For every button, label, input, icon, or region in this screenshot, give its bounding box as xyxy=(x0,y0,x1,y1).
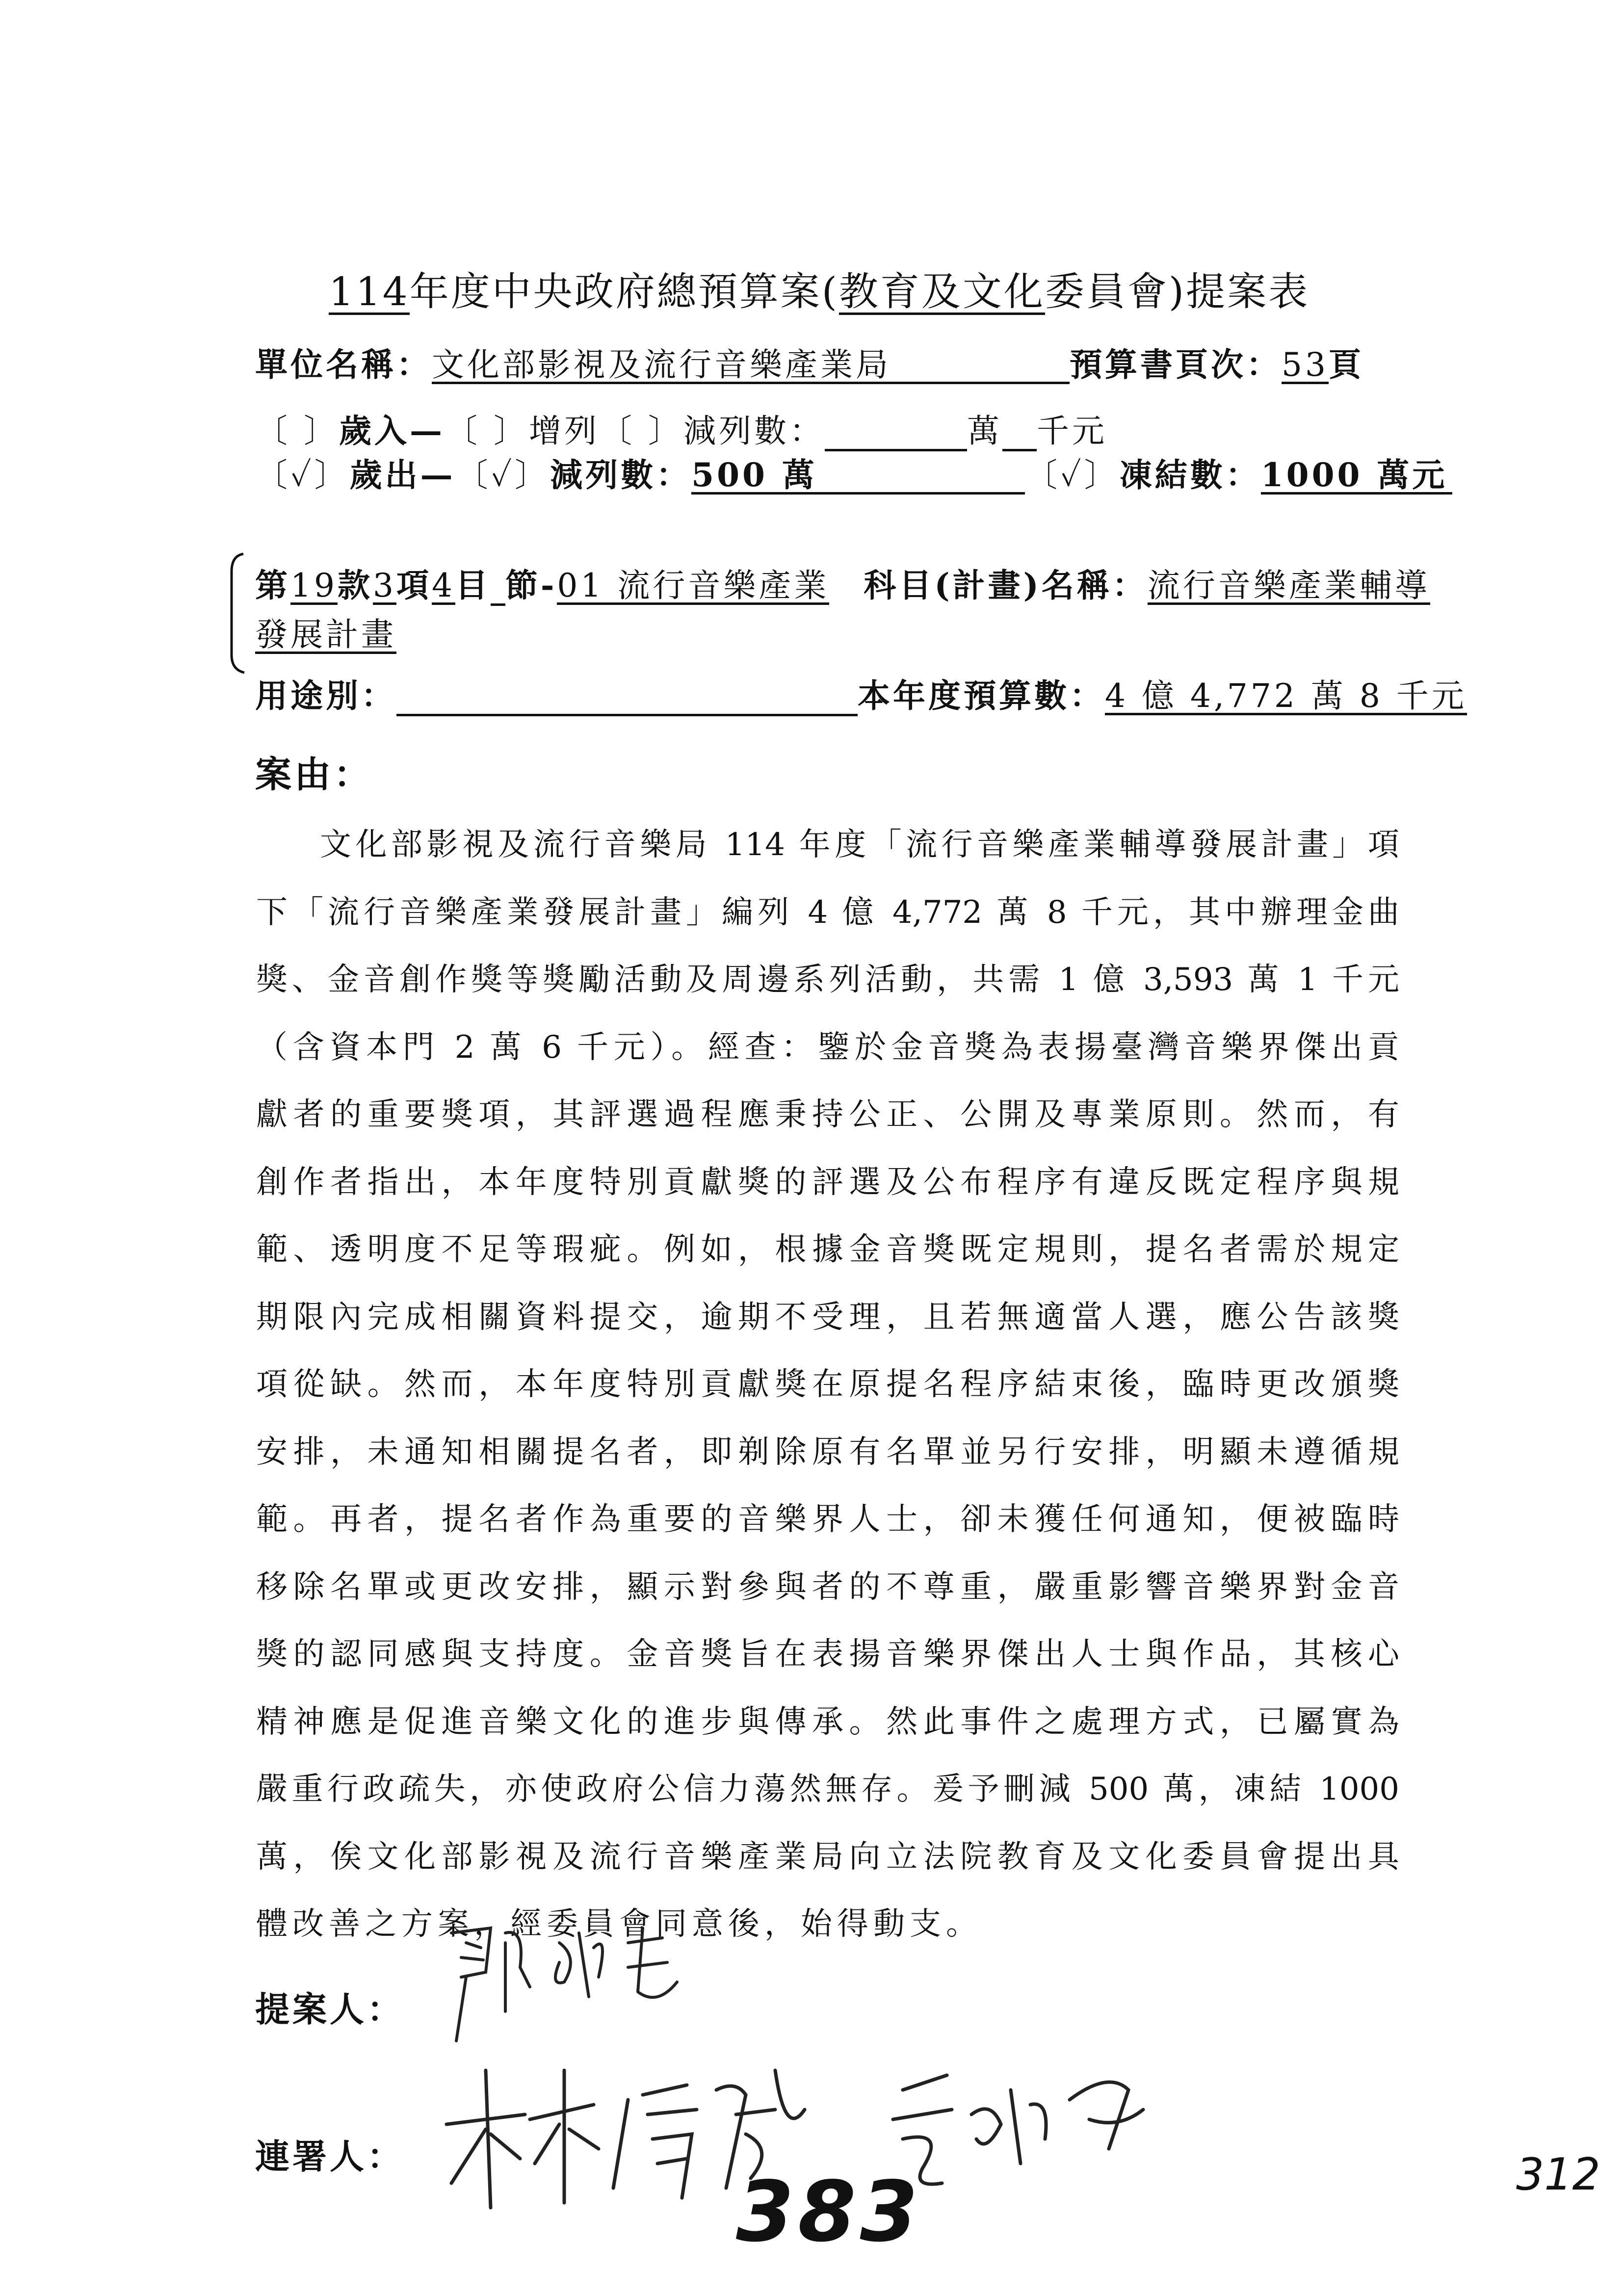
wan-label: 萬 xyxy=(967,412,1002,450)
expenditure-decrease-label: 減列數： xyxy=(550,456,692,494)
jie-value: 01 流行音樂產業 xyxy=(557,567,830,604)
di-label: 第 xyxy=(255,566,290,604)
revenue-row xyxy=(255,405,1107,451)
page-value: 53 xyxy=(1282,346,1329,384)
brace-decoration xyxy=(227,552,246,675)
reason-line: 獻者的重要獎項，其評選過程應秉持公正、公開及專業原則。然而，有 xyxy=(256,1096,1399,1133)
freeze-value: 1000 萬元 xyxy=(1261,458,1452,495)
subject-value: 流行音樂產業輔導 xyxy=(1147,567,1430,604)
reason-line: （含資本門 2 萬 6 千元）。經查：鑒於金音獎為表揚臺灣音樂界傑出貢 xyxy=(256,1029,1399,1066)
proposer-signature xyxy=(432,1913,707,2061)
revenue-checkbox: 〔 〕 xyxy=(255,412,339,450)
usage-blank xyxy=(396,684,858,716)
jie-label: 節- xyxy=(505,566,557,604)
wan-blank xyxy=(825,419,967,451)
expenditure-decrease-value: 500 萬 xyxy=(691,458,1025,495)
reason-line: 獎的認同感與支持度。金音獎旨在表揚音樂界傑出人士與作品，其核心 xyxy=(256,1636,1399,1672)
freeze-checkbox: 〔✓〕 xyxy=(1025,456,1120,494)
increase-checkbox: 〔 〕 xyxy=(445,412,529,450)
budget-value: 4 億 4,772 萬 8 千元 xyxy=(1105,677,1467,715)
revenue-label: 歲入— xyxy=(339,412,445,450)
unit-value: 文化部影視及流行音樂產業局 xyxy=(432,348,1070,384)
reason-line: 移除名單或更改安排，顯示對參與者的不尊重，嚴重影響音樂界對金音 xyxy=(256,1568,1399,1605)
proposer-label: 提案人： xyxy=(255,1989,404,2030)
page-label: 預算書頁次： xyxy=(1070,345,1282,384)
qian-blank xyxy=(1002,419,1037,451)
reason-line: 項從缺。然而，本年度特別貢獻獎在原提名程序結束後，臨時更改頒獎 xyxy=(256,1366,1399,1403)
subject-value-cont: 發展計畫 xyxy=(255,616,396,653)
reason-line: 萬，俟文化部影視及流行音樂產業局向立法院教育及文化委員會提出具 xyxy=(256,1838,1399,1875)
account-row-2 xyxy=(255,616,396,654)
reason-line: 範。再者，提名者作為重要的音樂界人士，卻未獲任何通知，便被臨時 xyxy=(256,1501,1399,1538)
xiang-value: 3 xyxy=(372,567,396,604)
reason-line: 下「流行音樂產業發展計畫」編列 4 億 4,772 萬 8 千元，其中辦理金曲 xyxy=(256,894,1399,931)
usage-label: 用途別： xyxy=(255,677,396,715)
title-pre: 年度中央政府總預算案( xyxy=(409,269,839,314)
freeze-label: 凍結數： xyxy=(1119,456,1261,494)
handwritten-page-number: 383 xyxy=(736,2164,922,2261)
reason-line: 文化部影視及流行音樂局 114 年度「流行音樂產業輔導發展計畫」項 xyxy=(320,827,1399,863)
qian-yuan-label: 千元 xyxy=(1036,412,1107,450)
usage-row xyxy=(255,670,1467,716)
expenditure-label: 歲出— xyxy=(349,456,456,494)
kuan-label: 款 xyxy=(337,566,373,604)
page-title xyxy=(329,260,1310,316)
decrease-checkbox-checked: 〔✓〕 xyxy=(455,456,550,494)
title-committee: 教育及文化 xyxy=(838,269,1045,314)
page-suffix: 頁 xyxy=(1328,345,1364,384)
expenditure-checkbox: 〔✓〕 xyxy=(255,456,350,494)
mu-value: 4 xyxy=(431,567,455,604)
reason-line: 創作者指出，本年度特別貢獻獎的評選及公布程序有違反既定程序與規 xyxy=(256,1164,1399,1200)
subject-label: 科目(計畫)名稱： xyxy=(864,566,1148,604)
reason-line: 體改善之方案，經委員會同意後，始得動支。 xyxy=(256,1906,982,1942)
kuan-value: 19 xyxy=(290,567,338,604)
reason-label: 案由： xyxy=(255,754,373,796)
increase-label: 增列 xyxy=(528,412,600,450)
mu-label: 目 xyxy=(455,566,491,604)
reason-line: 期限內完成相關資料提交，逾期不受理，且若無適當人選，應公告該獎 xyxy=(256,1299,1399,1335)
unit-row xyxy=(255,339,1364,385)
handwritten-corner-number: 312 xyxy=(1516,2149,1600,2200)
unit-label: 單位名稱： xyxy=(255,345,432,384)
expenditure-row xyxy=(255,449,1452,496)
title-post: 委員會)提案表 xyxy=(1045,269,1310,314)
decrease-label: 減列數： xyxy=(683,412,825,450)
xiang-label: 項 xyxy=(396,566,432,604)
reason-line: 嚴重行政疏失，亦使政府公信力蕩然無存。爰予刪減 500 萬，凍結 1000 xyxy=(256,1771,1399,1807)
budget-label: 本年度預算數： xyxy=(858,677,1105,715)
reason-line: 獎、金音創作獎等獎勵活動及周邊系列活動，共需 1 億 3,593 萬 1 千元 xyxy=(256,962,1399,998)
reason-line: 範、透明度不足等瑕疵。例如，根據金音獎既定規則，提名者需於規定 xyxy=(256,1231,1399,1268)
cosigner-label: 連署人： xyxy=(255,2136,404,2177)
jie-blank xyxy=(491,579,505,606)
decrease-checkbox: 〔 〕 xyxy=(599,412,683,450)
reason-line: 安排，未通知相關提名者，即剃除原有名單並另行安排，明顯未遵循規 xyxy=(256,1434,1399,1470)
account-row xyxy=(255,559,1430,606)
title-year: 114 xyxy=(329,269,410,314)
reason-line: 精神應是促進音樂文化的進步與傳承。然此事件之處理方式，已屬實為 xyxy=(256,1703,1399,1740)
